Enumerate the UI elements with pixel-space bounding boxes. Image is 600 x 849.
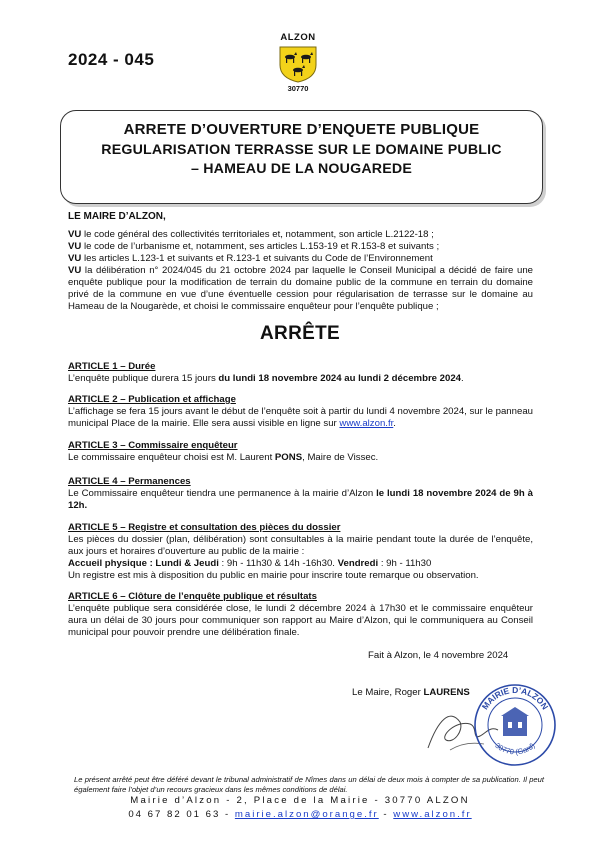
recital-item bbox=[68, 229, 533, 241]
phone-number: 04 67 82 01 63 bbox=[128, 809, 221, 820]
article-3: ARTICLE 3 – Commissaire enquêteur Le commissaire enquêteur choisi est M. Laurent PONS, Maire de Vissec. bbox=[68, 440, 533, 464]
website-link[interactable]: www.alzon.fr bbox=[339, 418, 394, 429]
vu-label: VU bbox=[68, 265, 82, 276]
vu-label: VU bbox=[68, 253, 82, 264]
official-seal bbox=[472, 682, 558, 768]
svg-text:30770 (Gard) bbox=[493, 741, 537, 757]
commissioner-name: PONS bbox=[274, 452, 303, 463]
recital-text: le code général des collectivités territoriales et, notamment, son article L.2122-18 ; bbox=[81, 229, 434, 240]
recital-text: les articles L.123-1 et suivants et R.123-1 et suivants du Code de l’Environnement bbox=[81, 253, 433, 264]
recital-text: le code de l’urbanisme et, notamment, ses articles L.153-19 et R.153-8 et suivants ; bbox=[81, 241, 440, 252]
article-heading: ARTICLE 6 – Clôture de l’enquête publique et résultats bbox=[68, 591, 317, 602]
decree-number: 2024 - 045 bbox=[68, 50, 155, 69]
deer-shield-icon bbox=[278, 45, 318, 83]
permanence-date: le lundi 18 novembre 2024 de 9h à 12h. bbox=[68, 488, 533, 511]
recital-item bbox=[68, 253, 533, 265]
article-dates: du lundi 18 novembre 2024 au lundi 2 décembre 2024 bbox=[218, 373, 462, 384]
legal-notice: Le présent arrêté peut être déféré devant le tribunal administratif de Nîmes dans un délai de deux mois à compter de sa publication. Il peut également faire l’objet d’un recours gracieux dans les mêmes conditions de délai. bbox=[74, 775, 544, 794]
vu-label: VU bbox=[68, 241, 82, 252]
title-box bbox=[60, 110, 543, 204]
seal-bottom-text: 30770 (Gard) bbox=[493, 740, 537, 757]
mairie-address: Mairie d’Alzon - 2, Place de la Mairie - 30770 ALZON bbox=[130, 795, 470, 806]
commune-postcode: 30770 bbox=[287, 84, 309, 93]
friday-label: Vendredi bbox=[337, 558, 379, 569]
seal-top-text: MAIRIE D’ALZON bbox=[479, 684, 551, 712]
recital-text: la délibération n° 2024/045 du 21 octobre 2024 par laquelle le Conseil Municipal a décidé de faire une enquête publique pour la modification de terrain du domaine public de la commune en terrain du domaine privé de la commune en vue d’une éventuelle cession pour régularisation de terrasse sur le domaine au Hameau de la Nougarède, et choisi le commissaire enquêteur pour l’enquête publique ; bbox=[68, 265, 533, 312]
opening-hours-label: Accueil physique : Lundi & Jeudi bbox=[68, 558, 219, 569]
contact-line: 04 67 82 01 63 - mairie.alzon@orange.fr - www.alzon.fr bbox=[128, 809, 472, 820]
article-heading: ARTICLE 5 – Registre et consultation des pièces du dossier bbox=[68, 522, 341, 533]
document-title: ARRETE D’OUVERTURE D’ENQUETE PUBLIQUE bbox=[123, 121, 480, 138]
place-date: Fait à Alzon, le 4 novembre 2024 bbox=[368, 650, 509, 661]
article-4 bbox=[68, 476, 533, 512]
article-2: ARTICLE 2 – Publication et affichage L’affichage se fera 15 jours avant le début de l’enquête soit à partir du lundi 4 novembre 2024, sur le panneau municipal Place de la mairie. Elle sera aussi visible en ligne sur www.alzon.fr. bbox=[68, 394, 533, 429]
article-text: Un registre est mis à disposition du public en mairie pour inscrire toute remarque ou observation. bbox=[68, 570, 479, 581]
recitals bbox=[68, 229, 533, 313]
commune-crest bbox=[272, 32, 324, 93]
recital-item bbox=[68, 265, 533, 313]
arrete-heading: ARRÊTE bbox=[260, 323, 340, 344]
article-heading: ARTICLE 2 – Publication et affichage bbox=[68, 394, 236, 405]
vu-label: VU bbox=[68, 229, 82, 240]
article-heading: ARTICLE 4 – Permanences bbox=[68, 476, 191, 487]
article-text: Le Commissaire enquêteur tiendra une permanence à la mairie d’Alzon bbox=[68, 488, 377, 499]
article-text: L’enquête publique sera considérée close, le lundi 2 décembre 2024 à 17h30 et le commissaire enquêteur aura un délai de 30 jours pour communiquer son rapport au Maire d’Alzon, qui le communiquera au Conseil municipal pour pouvoir prendre une délibération finale. bbox=[68, 603, 533, 638]
article-heading: ARTICLE 3 – Commissaire enquêteur bbox=[68, 440, 238, 451]
signatory: Le Maire, Roger LAURENS bbox=[352, 687, 470, 698]
article-1: ARTICLE 1 – Durée L’enquête publique durera 15 jours du lundi 18 novembre 2024 au lundi 2 décembre 2024. bbox=[68, 361, 533, 385]
commune-name: ALZON bbox=[280, 32, 316, 43]
article-heading: ARTICLE 1 – Durée bbox=[68, 361, 156, 372]
article-text: L’affichage se fera 15 jours avant le début de l’enquête soit à partir du lundi 4 novembre 2024, sur le panneau municipal Place de la mairie. Elle sera aussi visible en ligne sur bbox=[68, 406, 533, 429]
signatory-name: LAURENS bbox=[423, 687, 470, 698]
recital-item bbox=[68, 241, 533, 253]
document-subtitle-2: – HAMEAU DE LA NOUGAREDE bbox=[190, 161, 413, 177]
email-link[interactable]: mairie.alzon@orange.fr bbox=[234, 809, 379, 820]
article-text: L’enquête publique durera 15 jours bbox=[68, 373, 219, 384]
article-6 bbox=[68, 591, 533, 639]
document-subtitle-1: REGULARISATION TERRASSE SUR LE DOMAINE PUBLIC bbox=[101, 142, 502, 158]
article-5: ARTICLE 5 – Registre et consultation des pièces du dossier Les pièces du dossier (plan, délibération) sont consultables à la mairie pendant toute la durée de l’enquête, aux jours et horaires d’ouverture au public de la mairie : Accueil physique : Lundi & Jeudi : 9h - 11h30 & 14h -16h30. Vendredi : 9h - 11h30 Un registre est mis à disposition du public en mairie pour inscrire toute remarque ou observation. bbox=[68, 522, 533, 581]
website-link-footer[interactable]: www.alzon.fr bbox=[393, 809, 472, 820]
article-text: Les pièces du dossier (plan, délibération) sont consultables à la mairie pendant toute la durée de l’enquête, aux jours et horaires d’ouverture au public de la mairie : bbox=[68, 534, 533, 557]
article-text: Le commissaire enquêteur choisi est M. Laurent bbox=[68, 452, 275, 463]
issuer-heading: LE MAIRE D’ALZON, bbox=[68, 211, 166, 222]
